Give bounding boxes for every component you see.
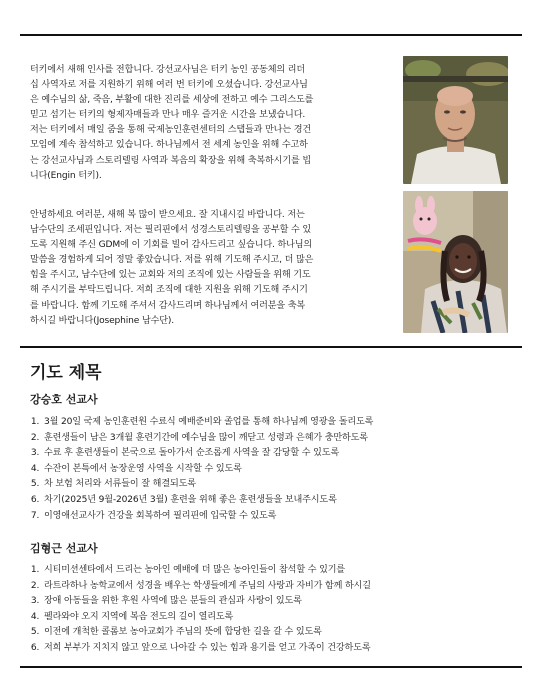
engin-greeting-paragraph: 터키에서 새해 인사를 전합니다. 강선교사님은 터키 농인 공동체의 리더 십 사역자로 저를 지원하기 위해 여러 번 터키에 오셨습니다. 강선교사님 은 예수님의 삶, 죽음, 부활에 대한 진리를 세상에 전하고 예수 그리스도를 믿고 섬기는 터키의 형제자매들과 만나 매우 즐거운 시간을 보냈습니다. 저는 터키에서 매일 줌을 통해 국제농인훈련센터의 스탭들과 만나는 경건 모임에 계속 참석하고 있습니다. 하나님께서 전 세계 농인을 위해 수고하 는 강선교사님과 스토리텔링 사역과 복음의 확장을 위해 축복하시기를 빕 니다(Engin 터키). [30,65,314,181]
list-item: 4. 펠라와야 오지 지역에 복음 전도의 길이 열리도록 [42,610,522,626]
list-item: 2. 라트라하나 농학교에서 성경을 배우는 학생들에게 주님의 사랑과 자비가 함께 하시길 [42,579,522,595]
engin-photo [403,56,508,184]
list-item: 1. 3월 20일 국제 농인훈련원 수료식 예배준비와 졸업를 통해 하나님께 영광을 돌리도록 [42,415,522,431]
section-heading-kim: 김형근 선교사 [30,542,98,555]
list-item: 6. 저희 부부가 지치지 않고 앞으로 나아갈 수 있는 힘과 용기를 얻고 가족이 건강하도록 [42,641,522,657]
list-item: 3. 수료 후 훈련생들이 본국으로 돌아가서 순조롭게 사역을 잘 감당할 수 있도록 [42,446,522,462]
portrait-woman-icon [403,191,508,333]
list-item: 2. 훈련생들이 남은 3개월 훈련기간에 예수님을 많이 깨닫고 성령과 은혜가 충만하도록 [42,431,522,447]
prayer-list-kang [30,415,522,524]
bottom-divider [20,666,522,668]
section-divider [20,346,522,348]
prayer-title: 기도 제목 [30,363,102,383]
section-heading-kang: 강승호 선교사 [30,393,98,406]
list-item: 4. 수잔이 본특에서 농장운영 사역을 시작할 수 있도록 [42,462,522,478]
list-item: 6. 차기(2025년 9월-2026년 3월) 훈련을 위해 좋은 훈련생들을 보내주시도록 [42,493,522,509]
list-item: 1. 시티미션센타에서 드리는 농아인 예배에 더 많은 농아인들이 참석할 수 있기를 [42,563,522,579]
list-item: 7. 이영애선교사가 건강을 회복하여 필리핀에 입국할 수 있도록 [42,509,522,525]
prayer-list-kim [30,563,522,657]
josephine-greeting-paragraph: 안녕하세요 여러분, 새해 복 많이 받으세요. 잘 지내시길 바랍니다. 저는 남수단의 조세핀입니다. 저는 필리핀에서 성경스토리텔링을 공부할 수 있 도록 지원해 주신 GDM에 이 기회를 빌어 감사드리고 싶습니다. 하나님의 말씀을 경험하게 되어 정말 좋았습니다. 저를 위해 기도해 주시고, 더 많은 힘을 주시고, 남수단에 있는 교회와 저의 조직에 있는 사람들을 위해 기도 해 주시기를 부탁드립니다. 저희 조직에 대한 지원을 위해 기도해 주시기 를 바랍니다. 함께 기도해 주셔서 감사드리며 하나님께서 여러분을 축복 하시길 바랍니다(Josephine 남수단). [30,210,314,326]
list-item: 5. 이전에 개척한 콜롬보 농아교회가 주님의 뜻에 합당한 길을 갈 수 있도록 [42,625,522,641]
portrait-man-icon [403,56,508,184]
list-item: 5. 차 보험 처리와 서류들이 잘 해결되도록 [42,477,522,493]
list-item: 3. 장애 아동들을 위한 후원 사역에 많은 분들의 관심과 사랑이 있도록 [42,594,522,610]
josephine-photo [403,191,508,333]
top-divider [20,34,522,36]
